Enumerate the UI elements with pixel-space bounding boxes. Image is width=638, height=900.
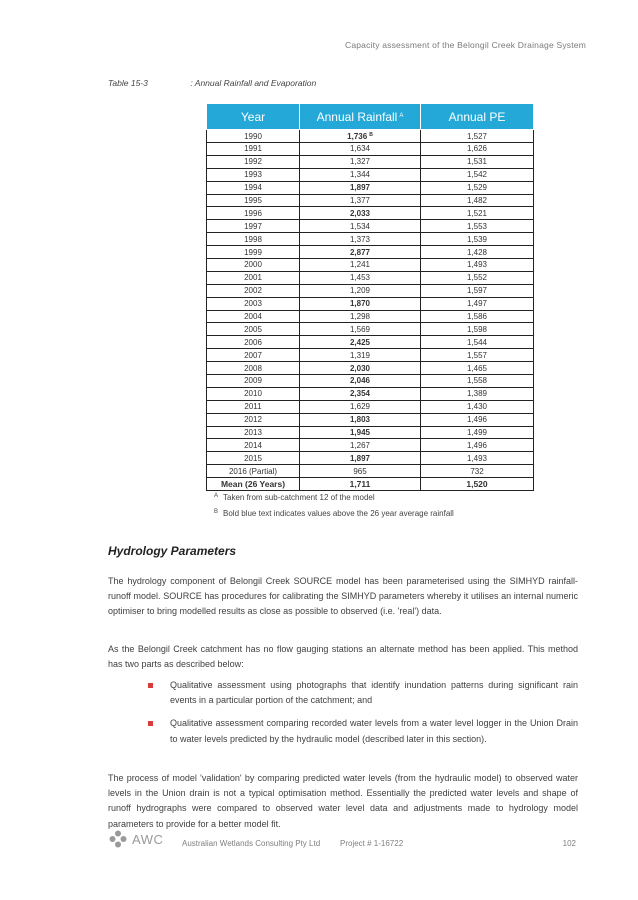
cell-rainfall <box>300 375 421 388</box>
awc-logo-icon <box>108 830 128 848</box>
cell-year: 2016 (Partial) <box>207 465 300 478</box>
table-header-row <box>207 104 534 130</box>
table-row <box>207 452 534 465</box>
cell-pe: 1,521 <box>421 207 534 220</box>
cell-rainfall-value: 1,945 <box>349 428 371 438</box>
cell-rainfall <box>300 323 421 336</box>
cell-rainfall <box>300 310 421 323</box>
cell-pe: 1,558 <box>421 375 534 388</box>
paragraph-hydrology-intro: The hydrology component of Belongil Creek SOURCE model has been parameterised using the SIMHYD rainfall-runoff model. SOURCE has procedures for calibrating the SIMHYD parameters whereby it utilises an internal numeric optimiser to bring modelled results as close as possible to observed (i.e. 'real') data. <box>108 576 578 617</box>
cell-rainfall <box>300 284 421 297</box>
bullet-item-water-levels <box>170 716 578 746</box>
cell-rainfall <box>300 168 421 181</box>
section-heading: Hydrology Parameters <box>108 544 237 558</box>
cell-pe: 1,529 <box>421 181 534 194</box>
cell-pe: 1,493 <box>421 259 534 272</box>
cell-rainfall-value: 2,033 <box>349 208 371 218</box>
bullet-item-photographs <box>170 678 578 708</box>
table-row <box>207 362 534 375</box>
cell-rainfall <box>300 181 421 194</box>
table-row <box>207 233 534 246</box>
cell-year: 2002 <box>207 284 300 297</box>
cell-year: 1996 <box>207 207 300 220</box>
cell-pe: 732 <box>421 465 534 478</box>
note-a-marker: A <box>214 493 219 499</box>
bullet-icon <box>148 721 153 726</box>
cell-rainfall-value: 965 <box>353 466 367 476</box>
cell-rainfall <box>300 233 421 246</box>
cell-year: 2012 <box>207 413 300 426</box>
cell-pe: 1,496 <box>421 413 534 426</box>
cell-pe: 1,552 <box>421 271 534 284</box>
cell-pe: 1,531 <box>421 155 534 168</box>
cell-rainfall-value: 1,634 <box>349 144 371 154</box>
cell-rainfall-value: 1,629 <box>349 402 371 412</box>
cell-pe: 1,542 <box>421 168 534 181</box>
awc-logo-text: AWC <box>132 831 164 847</box>
table-row <box>207 336 534 349</box>
cell-rainfall <box>300 130 421 143</box>
cell-rainfall-value: 1,803 <box>349 415 371 425</box>
note-a <box>214 489 454 505</box>
cell-rainfall <box>300 400 421 413</box>
cell-year: 2008 <box>207 362 300 375</box>
mean-rainfall: 1,711 <box>300 478 421 491</box>
col-rainfall-header <box>300 104 421 130</box>
footer-company: Australian Wetlands Consulting Pty Ltd <box>182 839 321 848</box>
note-b <box>214 505 454 521</box>
cell-year: 1994 <box>207 181 300 194</box>
cell-pe: 1,497 <box>421 297 534 310</box>
table-notes <box>214 489 454 521</box>
cell-year: 2013 <box>207 426 300 439</box>
cell-rainfall-value: 1,319 <box>349 350 371 360</box>
cell-rainfall <box>300 155 421 168</box>
table-row <box>207 246 534 259</box>
bullet-text: Qualitative assessment using photographs that identify inundation patterns during significant rain events in a particular portion of the catchment; and <box>170 680 578 706</box>
table-row <box>207 387 534 400</box>
table-row <box>207 465 534 478</box>
paragraph-method: As the Belongil Creek catchment has no flow gauging stations an alternate method has been applied. This method has two parts as described below: <box>108 644 578 670</box>
col-pe-header: Annual PE <box>421 104 534 130</box>
rainfall-note-marker: A <box>399 112 404 119</box>
table-row <box>207 284 534 297</box>
cell-rainfall-value: 1,298 <box>349 312 371 322</box>
cell-rainfall-value: 2,354 <box>349 389 371 399</box>
cell-rainfall-value: 1,453 <box>349 273 371 283</box>
cell-rainfall-value: 1,377 <box>349 196 371 205</box>
cell-year: 1991 <box>207 143 300 156</box>
cell-year: 1995 <box>207 194 300 207</box>
cell-pe: 1,539 <box>421 233 534 246</box>
col-rainfall-label: Annual Rainfall <box>316 109 398 124</box>
table-row <box>207 349 534 362</box>
cell-rainfall <box>300 259 421 272</box>
cell-pe: 1,557 <box>421 349 534 362</box>
cell-rainfall-value: 2,877 <box>349 247 371 257</box>
cell-year: 2006 <box>207 336 300 349</box>
table-row <box>207 310 534 323</box>
cell-year: 2000 <box>207 259 300 272</box>
table-row <box>207 130 534 143</box>
cell-pe: 1,389 <box>421 387 534 400</box>
note-b-marker: B <box>214 509 219 515</box>
mean-label: Mean (26 Years) <box>207 478 300 491</box>
cell-rainfall-value: 1,209 <box>349 286 371 296</box>
cell-rainfall <box>300 413 421 426</box>
note-b-text: Bold blue text indicates values above the 26 year average rainfall <box>223 509 454 518</box>
cell-rainfall <box>300 465 421 478</box>
cell-note-marker: B <box>369 132 373 138</box>
cell-rainfall-value: 1,736 <box>347 132 368 141</box>
cell-year: 2015 <box>207 452 300 465</box>
page-number: 102 <box>562 839 576 848</box>
cell-rainfall <box>300 220 421 233</box>
cell-rainfall-value: 2,030 <box>349 363 371 373</box>
cell-rainfall <box>300 349 421 362</box>
table-row <box>207 271 534 284</box>
bullet-text: Qualitative assessment comparing recorded water levels from a water level logger in the Union Drain to water levels predicted by the hydraulic model (described later in this section). <box>170 718 578 744</box>
note-a-text: Taken from sub-catchment 12 of the model <box>223 493 375 502</box>
cell-rainfall-value: 2,425 <box>349 337 371 347</box>
cell-rainfall <box>300 271 421 284</box>
table-row <box>207 400 534 413</box>
cell-year: 1990 <box>207 130 300 143</box>
cell-pe: 1,428 <box>421 246 534 259</box>
table-row <box>207 143 534 156</box>
cell-year: 2009 <box>207 375 300 388</box>
cell-pe: 1,544 <box>421 336 534 349</box>
col-year-header: Year <box>207 104 300 130</box>
cell-rainfall <box>300 207 421 220</box>
rainfall-table <box>206 103 534 491</box>
cell-year: 1998 <box>207 233 300 246</box>
cell-rainfall-value: 1,569 <box>349 324 371 334</box>
method-bullet-list <box>170 678 578 755</box>
cell-year: 2003 <box>207 297 300 310</box>
cell-rainfall <box>300 143 421 156</box>
cell-year: 1992 <box>207 155 300 168</box>
cell-pe: 1,598 <box>421 323 534 336</box>
cell-rainfall <box>300 452 421 465</box>
table-row <box>207 375 534 388</box>
cell-year: 2011 <box>207 400 300 413</box>
cell-year: 1999 <box>207 246 300 259</box>
table-row <box>207 439 534 452</box>
cell-rainfall-value: 1,344 <box>349 170 371 180</box>
cell-year: 1997 <box>207 220 300 233</box>
cell-year: 2004 <box>207 310 300 323</box>
table-row <box>207 426 534 439</box>
table-caption <box>108 78 316 88</box>
cell-pe: 1,496 <box>421 439 534 452</box>
awc-logo <box>108 830 163 848</box>
cell-year: 2014 <box>207 439 300 452</box>
cell-year: 2010 <box>207 387 300 400</box>
cell-rainfall <box>300 246 421 259</box>
cell-pe: 1,553 <box>421 220 534 233</box>
cell-rainfall-value: 1,373 <box>349 234 371 244</box>
table-row <box>207 155 534 168</box>
cell-rainfall-value: 1,534 <box>349 221 371 231</box>
cell-rainfall-value: 1,241 <box>349 260 371 270</box>
table-row <box>207 413 534 426</box>
cell-rainfall-value: 1,267 <box>349 440 371 450</box>
cell-rainfall-value: 1,897 <box>349 183 371 193</box>
table-title: : Annual Rainfall and Evaporation <box>190 78 317 88</box>
cell-pe: 1,527 <box>421 130 534 143</box>
table-body <box>207 130 534 491</box>
cell-year: 2001 <box>207 271 300 284</box>
cell-pe: 1,430 <box>421 400 534 413</box>
cell-rainfall-value: 1,327 <box>349 157 371 167</box>
cell-rainfall <box>300 426 421 439</box>
table-row <box>207 181 534 194</box>
cell-rainfall <box>300 336 421 349</box>
cell-year: 1993 <box>207 168 300 181</box>
cell-year: 2005 <box>207 323 300 336</box>
cell-rainfall <box>300 297 421 310</box>
footer-project: Project # 1-16722 <box>340 839 404 848</box>
cell-rainfall <box>300 362 421 375</box>
cell-rainfall <box>300 439 421 452</box>
table-row <box>207 259 534 272</box>
running-header: Capacity assessment of the Belongil Creek Drainage System <box>344 40 586 50</box>
cell-rainfall-value: 2,046 <box>349 376 371 386</box>
table-row <box>207 168 534 181</box>
cell-pe: 1,586 <box>421 310 534 323</box>
page-footer <box>108 830 578 858</box>
table-row <box>207 297 534 310</box>
table-row <box>207 220 534 233</box>
cell-pe: 1,499 <box>421 426 534 439</box>
mean-pe: 1,520 <box>421 478 534 491</box>
cell-year: 2007 <box>207 349 300 362</box>
table-number: Table 15-3 <box>108 78 148 88</box>
cell-rainfall-value: 1,870 <box>349 299 371 309</box>
cell-rainfall-value: 1,897 <box>349 453 371 463</box>
cell-pe: 1,597 <box>421 284 534 297</box>
paragraph-validation: The process of model 'validation' by comparing predicted water levels (from the hydraulic model) to observed water levels in the Union drain is not a typical optimisation method. Essentially the predicted water levels and shape of runoff hydrographs were compared to observed water level data and adjustments made to hydrology model parameters to provide for a better model fit. <box>108 773 578 829</box>
table-row <box>207 207 534 220</box>
bullet-icon <box>148 683 153 688</box>
cell-rainfall <box>300 387 421 400</box>
cell-pe: 1,465 <box>421 362 534 375</box>
cell-rainfall <box>300 194 421 207</box>
table-row <box>207 323 534 336</box>
table-row <box>207 194 534 207</box>
cell-pe: 1,493 <box>421 452 534 465</box>
cell-pe: 1,482 <box>421 194 534 207</box>
cell-pe: 1,626 <box>421 143 534 156</box>
